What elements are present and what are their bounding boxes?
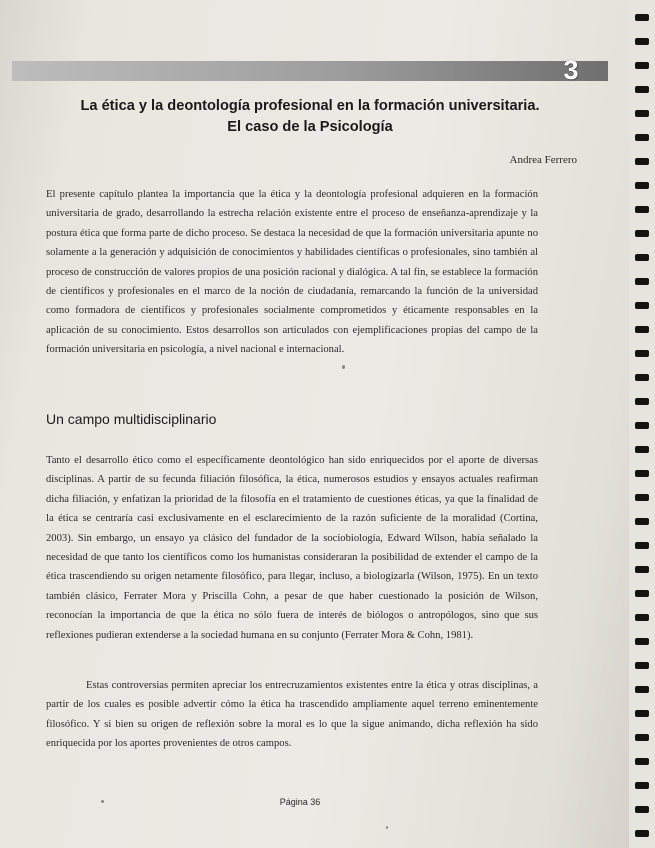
binding-ring xyxy=(635,734,649,741)
binding-ring xyxy=(635,374,649,381)
chapter-banner xyxy=(12,55,608,85)
binding-ring xyxy=(635,38,649,45)
binding-ring xyxy=(635,182,649,189)
binding-ring xyxy=(635,134,649,141)
binding-ring xyxy=(635,470,649,477)
binding-ring xyxy=(635,758,649,765)
binding-ring xyxy=(635,542,649,549)
binding-ring xyxy=(635,782,649,789)
abstract-paragraph: El presente capítulo plantea la importancia que la ética y la deontología profesional adquieren en la formación universitaria de grado, desarrollando la estrecha relación existente entre el proceso de enseñanza-aprendizaje y la postura ética que forma parte de dicho proceso. Se destaca la necesidad de que la formación universitaria apunte no solamente a la generación y adquisición de conocimientos y habilidades científicas o profesionales, sino también al proceso de construcción de valores propios de una posición racional y dialógica. A tal fin, se establece la formación de científicos y profesionales en el marco de la noción de ciudadanía, remarcando la función de la universidad como formadora de científicos y profesionales socialmente comprometidos y éticamente responsables en la aplicación de su conocimiento. Estos desarrollos son articulados con ejemplificaciones propias del campo de la formación universitaria en psicología, a nivel nacional e internacional. xyxy=(46,189,538,356)
binding-ring xyxy=(635,422,649,429)
binding-ring xyxy=(635,710,649,717)
page-number: Página 36 xyxy=(279,797,321,807)
author-name: Andrea Ferrero xyxy=(509,154,577,166)
binding-ring xyxy=(635,230,649,237)
binding-ring xyxy=(635,14,649,21)
ink-speck xyxy=(342,365,345,369)
body-paragraph-1: Tanto el desarrollo ético como el específicamente deontológico han sido enriquecidos por el aporte de diversas disciplinas. A partir de su fecunda filiación filosófica, la ética, numerosos estudios y ensayos actuales reafirman dicha filiación, y enfatizan la prioridad de la filosofía en el tratamiento de cuestiones éticas, ya que la finalidad de la ética se centraría casi exclusivamente en el esclarecimiento de la razón suficiente de la moralidad (Cortina, 2003). Sin embargo, un ensayo ya clásico del fundador de la sociobiología, Edward Wilson, había señalado la necesidad de que tanto los científicos como los humanistas consideraran la posibilidad de extender el campo de la ética trascendiendo su origen netamente filosófico, para llegar, incluso, a biologizarla (Wilson, 1975). En un texto también clásico, Ferrater Mora y Priscilla Cohn, a pesar de que haber cuestionado la posición de Wilson, reconocían la importancia de que la ética no sólo fuera de interés de biólogos o antropólogos, sino que sus reflexiones pudieran extenderse a la sociedad humana en su conjunto (Ferrater Mora & Cohn, 1981). xyxy=(46,455,538,641)
binding-ring xyxy=(635,614,649,621)
ink-speck xyxy=(101,800,104,803)
spiral-binding xyxy=(629,0,655,848)
body-paragraph-2: Estas controversias permiten apreciar los entrecruzamientos existentes entre la ética y otras disciplinas, a partir de los cuales es posible advertir cómo la ética ha trascendido ampliamente aquel terreno eminentemente filosófico. Y si bien su origen de reflexión sobre la moral es lo que la sigue animando, dicha reflexión ha sido enriquecida por los aportes provenientes de otros campos. xyxy=(46,680,538,750)
chapter-number: 3 xyxy=(563,55,579,85)
binding-ring xyxy=(635,110,649,117)
binding-ring xyxy=(635,638,649,645)
binding-ring xyxy=(635,302,649,309)
binding-ring xyxy=(635,590,649,597)
binding-ring xyxy=(635,830,649,837)
binding-ring xyxy=(635,86,649,93)
binding-ring xyxy=(635,806,649,813)
binding-ring xyxy=(635,350,649,357)
binding-ring xyxy=(635,254,649,261)
binding-ring xyxy=(635,494,649,501)
binding-ring xyxy=(635,518,649,525)
binding-ring xyxy=(635,446,649,453)
binding-ring xyxy=(635,158,649,165)
binding-ring xyxy=(635,686,649,693)
binding-ring xyxy=(635,398,649,405)
binding-ring xyxy=(635,662,649,669)
binding-ring xyxy=(635,278,649,285)
chapter-title xyxy=(30,96,590,138)
binding-ring xyxy=(635,326,649,333)
chapter-title-line1: La ética y la deontología profesional en la formación universitaria. xyxy=(80,98,540,114)
chapter-title-line2: El caso de la Psicología xyxy=(227,119,393,135)
binding-ring xyxy=(635,206,649,213)
section-heading: Un campo multidisciplinario xyxy=(46,411,217,427)
binding-ring xyxy=(635,62,649,69)
ink-speck xyxy=(386,826,388,829)
binding-ring xyxy=(635,566,649,573)
